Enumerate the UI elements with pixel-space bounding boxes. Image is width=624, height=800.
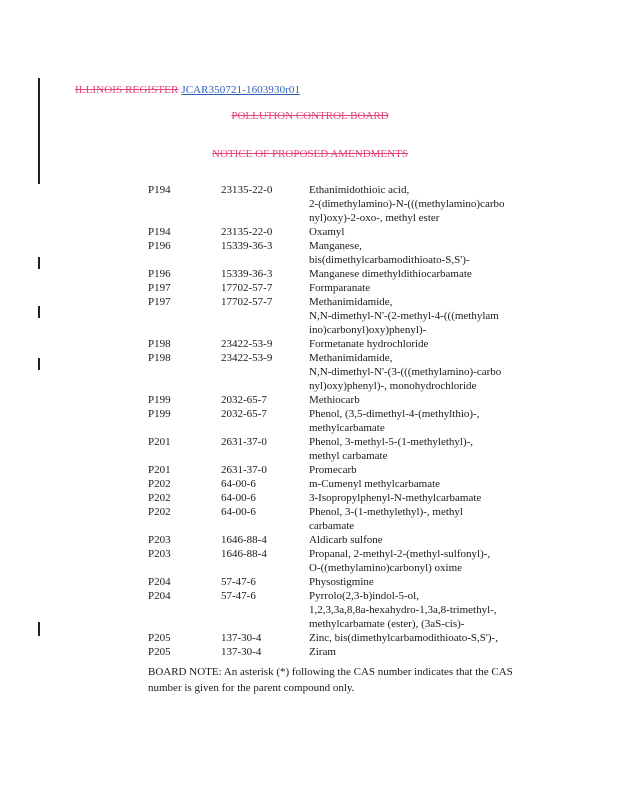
substance-name (309, 337, 528, 351)
waste-code-table (148, 183, 528, 659)
change-bar (38, 622, 40, 636)
substance-name (309, 491, 528, 505)
cas-number: 64-00-6 (221, 506, 256, 518)
substance-name (309, 239, 528, 267)
table-row (148, 393, 528, 407)
substance-name-line: Ethanimidothioic acid, (309, 184, 410, 196)
table-row (148, 281, 528, 295)
table-row (148, 407, 528, 435)
substance-name-line: Aldicarb sulfone (309, 534, 383, 546)
substance-name-line: Phenol, (3,5-dimethyl-4-(methylthio)-, (309, 408, 480, 420)
table-row (148, 575, 528, 589)
hazardous-waste-code: P204 (148, 576, 171, 588)
substance-name-line: Promecarb (309, 464, 357, 476)
substance-name-line: 3-Isopropylphenyl-N-methylcarbamate (309, 492, 482, 504)
table-row (148, 337, 528, 351)
substance-name-line: bis(dimethylcarbamodithioato-S,S')- (309, 254, 470, 266)
cas-number: 17702-57-7 (221, 282, 273, 294)
hazardous-waste-code: P201 (148, 464, 171, 476)
substance-name-line: N,N-dimethyl-N'-(3-(((methylamino)-carbo (309, 366, 502, 378)
substance-name (309, 589, 528, 631)
substance-name-line: Ziram (309, 646, 336, 658)
substance-name-line: Physostigmine (309, 576, 374, 588)
hazardous-waste-code: P196 (148, 240, 171, 252)
change-bar (38, 257, 40, 269)
hazardous-waste-code: P197 (148, 282, 171, 294)
table-row (148, 589, 528, 631)
substance-name (309, 547, 528, 575)
table-row (148, 533, 528, 547)
substance-name-line: Phenol, 3-methyl-5-(1-methylethyl)-, (309, 436, 474, 448)
board-title: POLLUTION CONTROL BOARD (231, 110, 389, 122)
substance-name (309, 435, 528, 463)
cas-number: 2032-65-7 (221, 394, 267, 406)
table-row (148, 435, 528, 463)
change-bar (38, 358, 40, 370)
substance-name (309, 645, 528, 659)
substance-name-line: N,N-dimethyl-N'-(2-methyl-4-(((methylam (309, 310, 499, 322)
cas-number: 137-30-4 (221, 632, 262, 644)
cas-number: 1646-88-4 (221, 534, 267, 546)
table-row (148, 295, 528, 337)
cas-number: 23422-53-9 (221, 352, 273, 364)
substance-name (309, 351, 528, 393)
substance-name-line: nyl)oxy)-2-oxo-, methyl ester (309, 212, 440, 224)
substance-name-line: Formetanate hydrochloride (309, 338, 429, 350)
hazardous-waste-code: P198 (148, 352, 171, 364)
substance-name-line: 1,2,3,3a,8,8a-hexahydro-1,3a,8-trimethyl-, (309, 604, 497, 616)
substance-name (309, 225, 528, 239)
cas-number: 2631-37-0 (221, 436, 267, 448)
cas-number: 23135-22-0 (221, 184, 273, 196)
substance-name-line: ino)carbonyl)oxy)phenyl)- (309, 324, 427, 336)
hazardous-waste-code: P199 (148, 408, 171, 420)
cas-number: 15339-36-3 (221, 268, 273, 280)
change-bar (38, 306, 40, 318)
substance-name-line: O-((methylamino)carbonyl) oxime (309, 562, 463, 574)
hazardous-waste-code: P203 (148, 534, 171, 546)
hazardous-waste-code: P194 (148, 226, 171, 238)
substance-name-line: methyl carbamate (309, 450, 388, 462)
substance-name (309, 267, 528, 281)
substance-name-line: Manganese, (309, 240, 362, 252)
change-bar (38, 78, 40, 184)
cas-number: 2631-37-0 (221, 464, 267, 476)
hazardous-waste-code: P202 (148, 506, 171, 518)
table-row (148, 645, 528, 659)
register-id: JCAR350721-1603930r01 (181, 84, 301, 96)
cas-number: 2032-65-7 (221, 408, 267, 420)
substance-name-line: Methanimidamide, (309, 352, 393, 364)
hazardous-waste-code: P202 (148, 478, 171, 490)
cas-number: 23422-53-9 (221, 338, 273, 350)
cas-number: 17702-57-7 (221, 296, 273, 308)
notice-title: NOTICE OF PROPOSED AMENDMENTS (212, 148, 408, 160)
substance-name-line: Pyrrolo(2,3-b)indol-5-ol, (309, 590, 419, 602)
table-row (148, 351, 528, 393)
hazardous-waste-code: P198 (148, 338, 171, 350)
substance-name (309, 393, 528, 407)
substance-name-line: Phenol, 3-(1-methylethyl)-, methyl (309, 506, 463, 518)
hazardous-waste-code: P196 (148, 268, 171, 280)
substance-name-line: Propanal, 2-methyl-2-(methyl-sulfonyl)-, (309, 548, 491, 560)
substance-name-line: methylcarbamate (ester), (3aS-cis)- (309, 618, 465, 630)
substance-name-line: Methanimidamide, (309, 296, 393, 308)
substance-name-line: nyl)oxy)phenyl)-, monohydrochloride (309, 380, 477, 392)
table-row (148, 463, 528, 477)
cas-number: 15339-36-3 (221, 240, 273, 252)
substance-name (309, 463, 528, 477)
cas-number: 57-47-6 (221, 590, 256, 602)
table-row (148, 239, 528, 267)
register-title: ILLINOIS REGISTER (75, 84, 179, 96)
hazardous-waste-code: P197 (148, 296, 171, 308)
substance-name-line: Methiocarb (309, 394, 360, 406)
hazardous-waste-code: P205 (148, 646, 171, 658)
hazardous-waste-code: P203 (148, 548, 171, 560)
substance-name-line: m-Cumenyl methylcarbamate (309, 478, 441, 490)
substance-name (309, 295, 528, 337)
hazardous-waste-code: P201 (148, 436, 171, 448)
substance-name-line: carbamate (309, 520, 355, 532)
substance-name (309, 407, 528, 435)
table-row (148, 477, 528, 491)
substance-name-line: Manganese dimethyldithiocarbamate (309, 268, 472, 280)
table-row (148, 225, 528, 239)
table-row (148, 491, 528, 505)
board-note: BOARD NOTE: An asterisk (*) following the CAS number indicates that the CAS number is given for the parent compound only. (148, 666, 513, 694)
table-row (148, 267, 528, 281)
table-row (148, 505, 528, 533)
cas-number: 64-00-6 (221, 492, 256, 504)
hazardous-waste-code: P194 (148, 184, 171, 196)
substance-name-line: Oxamyl (309, 226, 345, 238)
cas-number: 137-30-4 (221, 646, 262, 658)
hazardous-waste-code: P205 (148, 632, 171, 644)
substance-name (309, 631, 528, 645)
substance-name (309, 281, 528, 295)
substance-name-line: Formparanate (309, 282, 371, 294)
substance-name (309, 477, 528, 491)
cas-number: 57-47-6 (221, 576, 256, 588)
substance-name (309, 183, 528, 225)
substance-name (309, 533, 528, 547)
table-row (148, 631, 528, 645)
register-header (75, 84, 300, 96)
table-row (148, 547, 528, 575)
substance-name (309, 575, 528, 589)
hazardous-waste-code: P204 (148, 590, 171, 602)
table-row (148, 183, 528, 225)
hazardous-waste-code: P202 (148, 492, 171, 504)
substance-name-line: Zinc, bis(dimethylcarbamodithioato-S,S')-, (309, 632, 498, 644)
substance-name-line: methylcarbamate (309, 422, 385, 434)
hazardous-waste-code: P199 (148, 394, 171, 406)
cas-number: 23135-22-0 (221, 226, 273, 238)
substance-name-line: 2-(dimethylamino)-N-(((methylamino)carbo (309, 198, 505, 210)
cas-number: 64-00-6 (221, 478, 256, 490)
cas-number: 1646-88-4 (221, 548, 267, 560)
substance-name (309, 505, 528, 533)
